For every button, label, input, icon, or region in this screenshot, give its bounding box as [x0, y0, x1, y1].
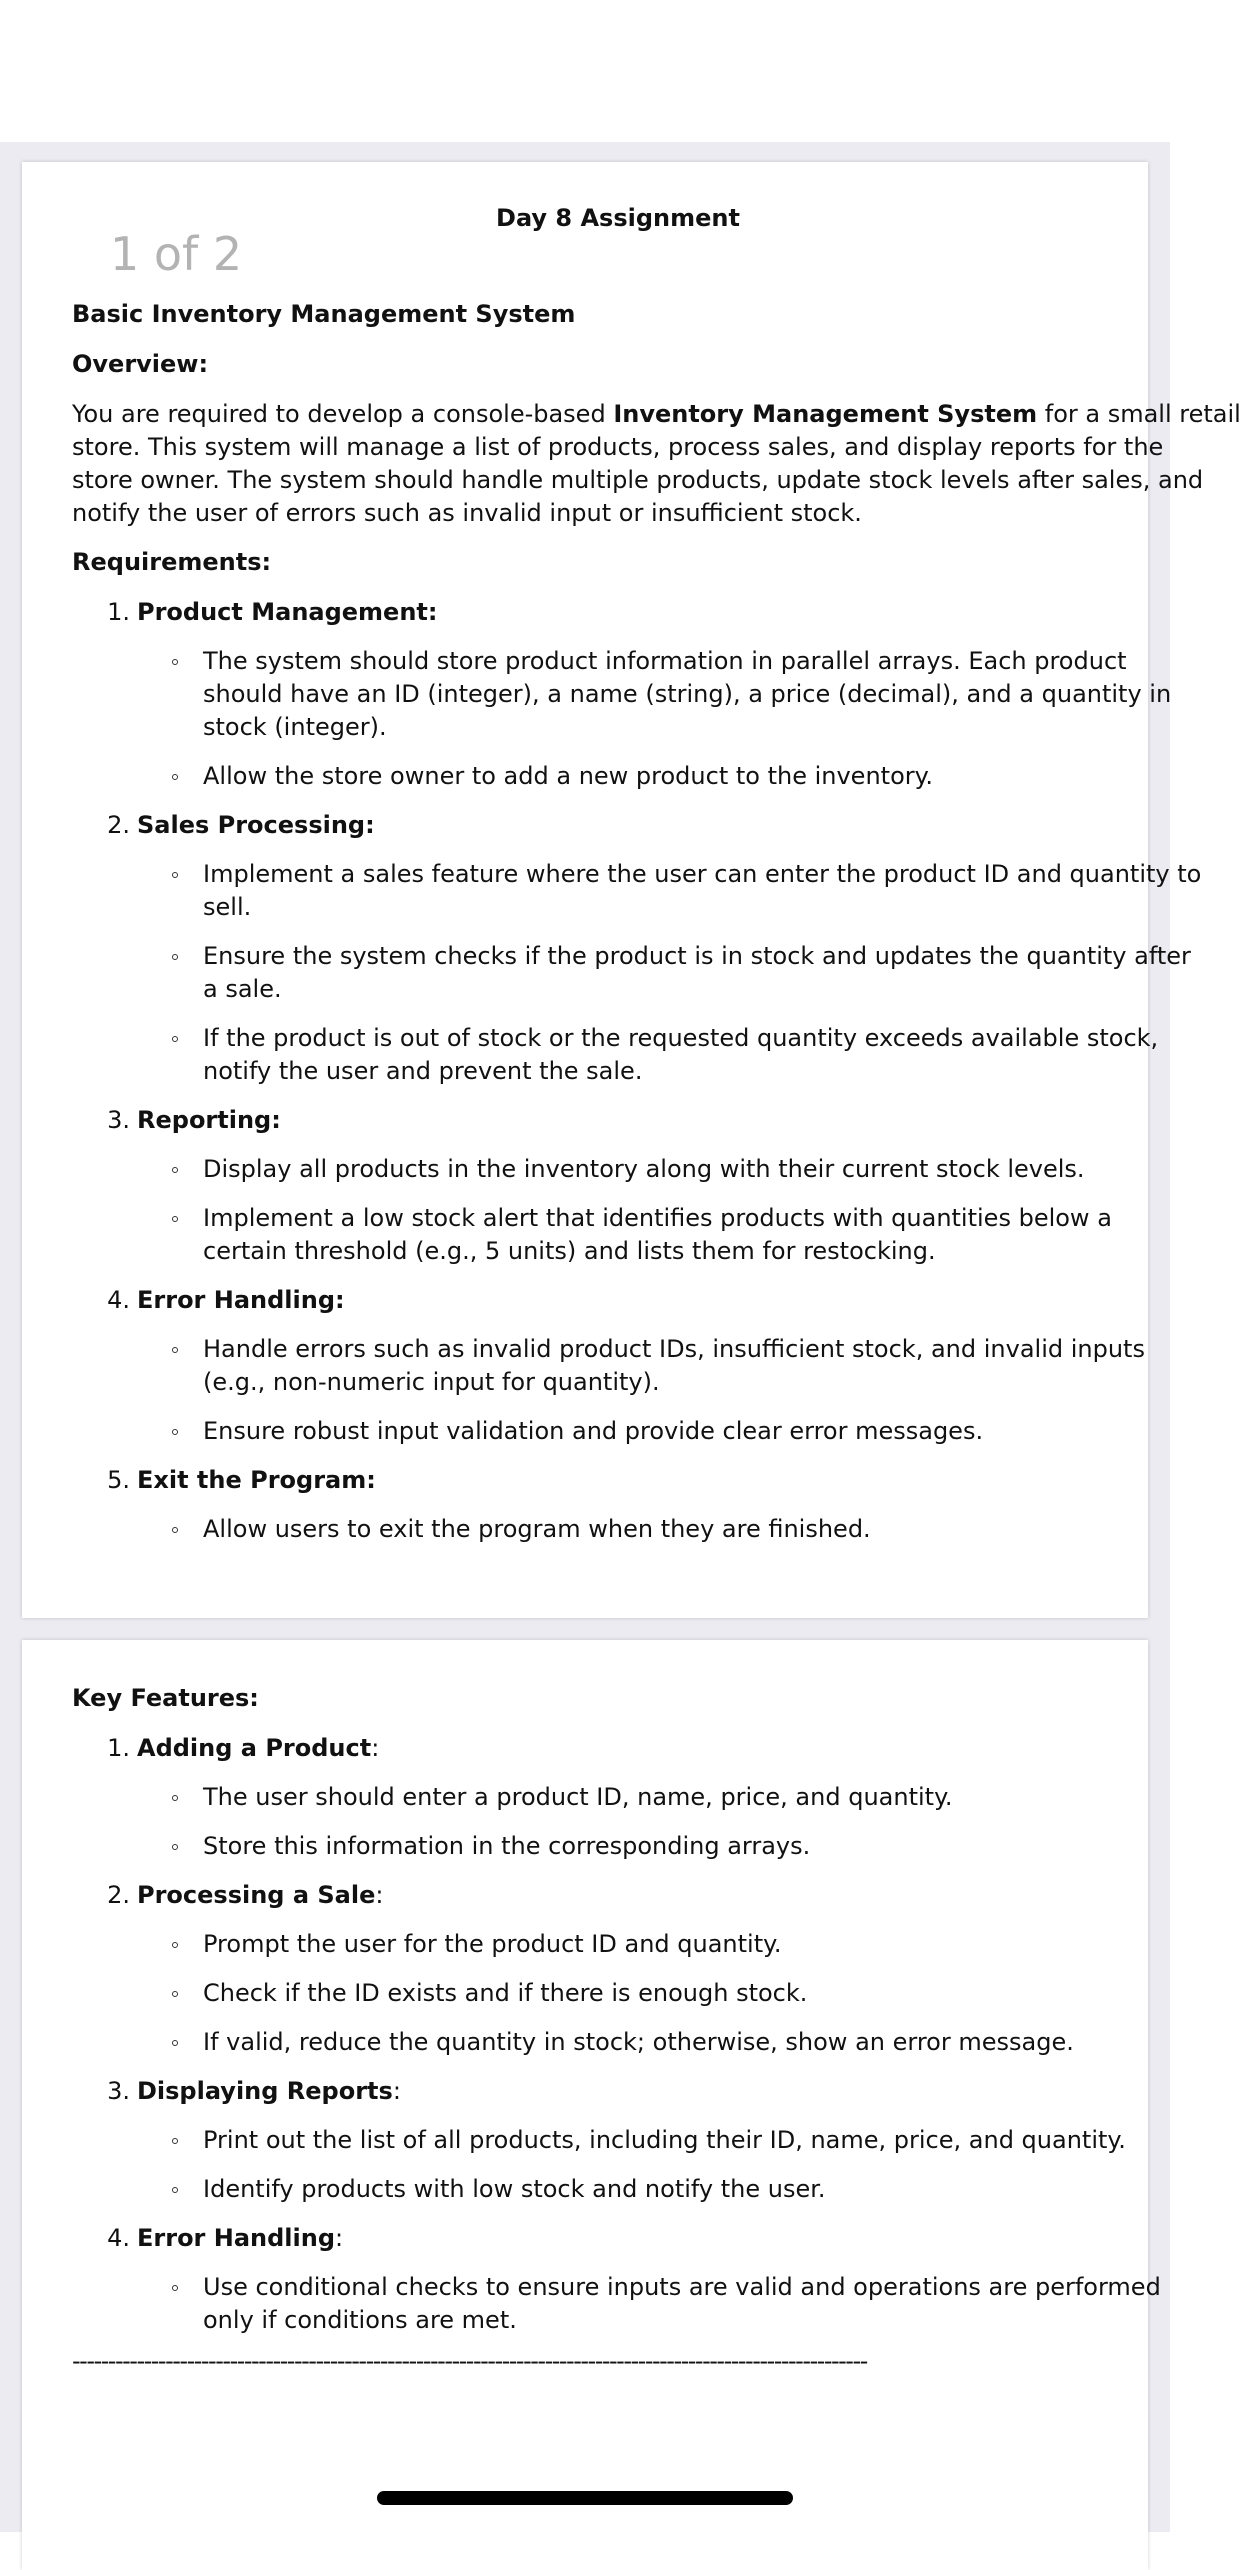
- bullet-icon: [172, 774, 178, 780]
- requirement-item-line: notify the user and prevent the sale.: [203, 1057, 643, 1085]
- feature-item-line: Use conditional checks to ensure inputs are valid and operations are performed: [203, 2273, 1161, 2301]
- feature-item-line: Print out the list of all products, including their ID, name, price, and quantity.: [203, 2126, 1126, 2154]
- separator-line: ---------------------------------------------------------------------------------------------------------------: [72, 2347, 867, 2375]
- requirement-item-line: a sale.: [203, 975, 282, 1003]
- requirement-title: Sales Processing:: [137, 811, 375, 839]
- feature-title: Processing a Sale:: [137, 1881, 384, 1909]
- requirement-item-line: (e.g., non-numeric input for quantity).: [203, 1368, 660, 1396]
- requirement-number: 3.: [107, 1106, 130, 1134]
- document-heading: Basic Inventory Management System: [72, 300, 576, 328]
- bullet-icon: [172, 1527, 178, 1533]
- requirement-number: 2.: [107, 811, 130, 839]
- feature-title: Error Handling:: [137, 2224, 344, 2252]
- requirement-item-line: Allow the store owner to add a new product to the inventory.: [203, 762, 934, 790]
- requirement-item-line: stock (integer).: [203, 713, 387, 741]
- bullet-icon: [172, 2040, 178, 2046]
- feature-number: 3.: [107, 2077, 130, 2105]
- feature-item-line: Store this information in the corresponding arrays.: [203, 1832, 811, 1860]
- feature-item-line: Prompt the user for the product ID and quantity.: [203, 1930, 782, 1958]
- bullet-icon: [172, 659, 178, 665]
- feature-item-line: Identify products with low stock and notify the user.: [203, 2175, 826, 2203]
- top-bar: [0, 0, 1170, 142]
- requirement-item-line: The system should store product information in parallel arrays. Each product: [203, 647, 1127, 675]
- bullet-icon: [172, 1036, 178, 1042]
- feature-number: 4.: [107, 2224, 130, 2252]
- requirement-item-line: Implement a sales feature where the user can enter the product ID and quantity to: [203, 860, 1202, 888]
- requirement-number: 1.: [107, 598, 130, 626]
- bullet-icon: [172, 1795, 178, 1801]
- document-page-2: [22, 1640, 1161, 2570]
- bullet-icon: [172, 2138, 178, 2144]
- requirement-item-line: Display all products in the inventory along with their current stock levels.: [203, 1155, 1085, 1183]
- bullet-icon: [172, 872, 178, 878]
- requirement-title: Exit the Program:: [137, 1466, 376, 1494]
- page-indicator: 1 of 2: [110, 227, 243, 281]
- bullet-icon: [172, 1991, 178, 1997]
- requirement-item-line: Ensure the system checks if the product is in stock and updates the quantity after: [203, 942, 1191, 970]
- home-indicator[interactable]: [377, 2491, 793, 2505]
- requirement-item-line: If the product is out of stock or the requested quantity exceeds available stock,: [203, 1024, 1159, 1052]
- document-title: Day 8 Assignment: [496, 204, 740, 232]
- requirement-item-line: sell.: [203, 893, 252, 921]
- requirement-item-line: should have an ID (integer), a name (string), a price (decimal), and a quantity in: [203, 680, 1172, 708]
- overview-label: Overview:: [72, 350, 209, 378]
- bullet-icon: [172, 1167, 178, 1173]
- overview-line: You are required to develop a console-based Inventory Management System for a small retail: [72, 400, 1241, 428]
- requirement-item-line: Allow users to exit the program when they are finished.: [203, 1515, 871, 1543]
- bullet-icon: [172, 1844, 178, 1850]
- requirement-title: Reporting:: [137, 1106, 281, 1134]
- feature-title: Displaying Reports:: [137, 2077, 401, 2105]
- feature-title: Adding a Product:: [137, 1734, 380, 1762]
- bullet-icon: [172, 1347, 178, 1353]
- requirement-title: Error Handling:: [137, 1286, 345, 1314]
- requirement-number: 4.: [107, 1286, 130, 1314]
- requirement-title: Product Management:: [137, 598, 438, 626]
- requirement-item-line: certain threshold (e.g., 5 units) and lists them for restocking.: [203, 1237, 936, 1265]
- requirement-number: 5.: [107, 1466, 130, 1494]
- bullet-icon: [172, 1942, 178, 1948]
- bullet-icon: [172, 1216, 178, 1222]
- bullet-icon: [172, 954, 178, 960]
- overview-line: notify the user of errors such as invalid input or insufficient stock.: [72, 499, 862, 527]
- key-features-label: Key Features:: [72, 1684, 259, 1712]
- overview-line: store. This system will manage a list of products, process sales, and display reports for the: [72, 433, 1164, 461]
- feature-item-line: If valid, reduce the quantity in stock; otherwise, show an error message.: [203, 2028, 1074, 2056]
- requirement-item-line: Implement a low stock alert that identifies products with quantities below a: [203, 1204, 1112, 1232]
- feature-item-line: Check if the ID exists and if there is enough stock.: [203, 1979, 808, 2007]
- feature-number: 2.: [107, 1881, 130, 1909]
- requirement-item-line: Handle errors such as invalid product IDs, insufficient stock, and invalid inputs: [203, 1335, 1145, 1363]
- bullet-icon: [172, 2187, 178, 2193]
- feature-number: 1.: [107, 1734, 130, 1762]
- bullet-icon: [172, 2285, 178, 2291]
- requirement-item-line: Ensure robust input validation and provide clear error messages.: [203, 1417, 984, 1445]
- bullet-icon: [172, 1429, 178, 1435]
- feature-item-line: The user should enter a product ID, name, price, and quantity.: [203, 1783, 953, 1811]
- overview-line: store owner. The system should handle multiple products, update stock levels after sales, and: [72, 466, 1204, 494]
- feature-item-line: only if conditions are met.: [203, 2306, 517, 2334]
- document-page-1: [22, 162, 1241, 1618]
- requirements-label: Requirements:: [72, 548, 272, 576]
